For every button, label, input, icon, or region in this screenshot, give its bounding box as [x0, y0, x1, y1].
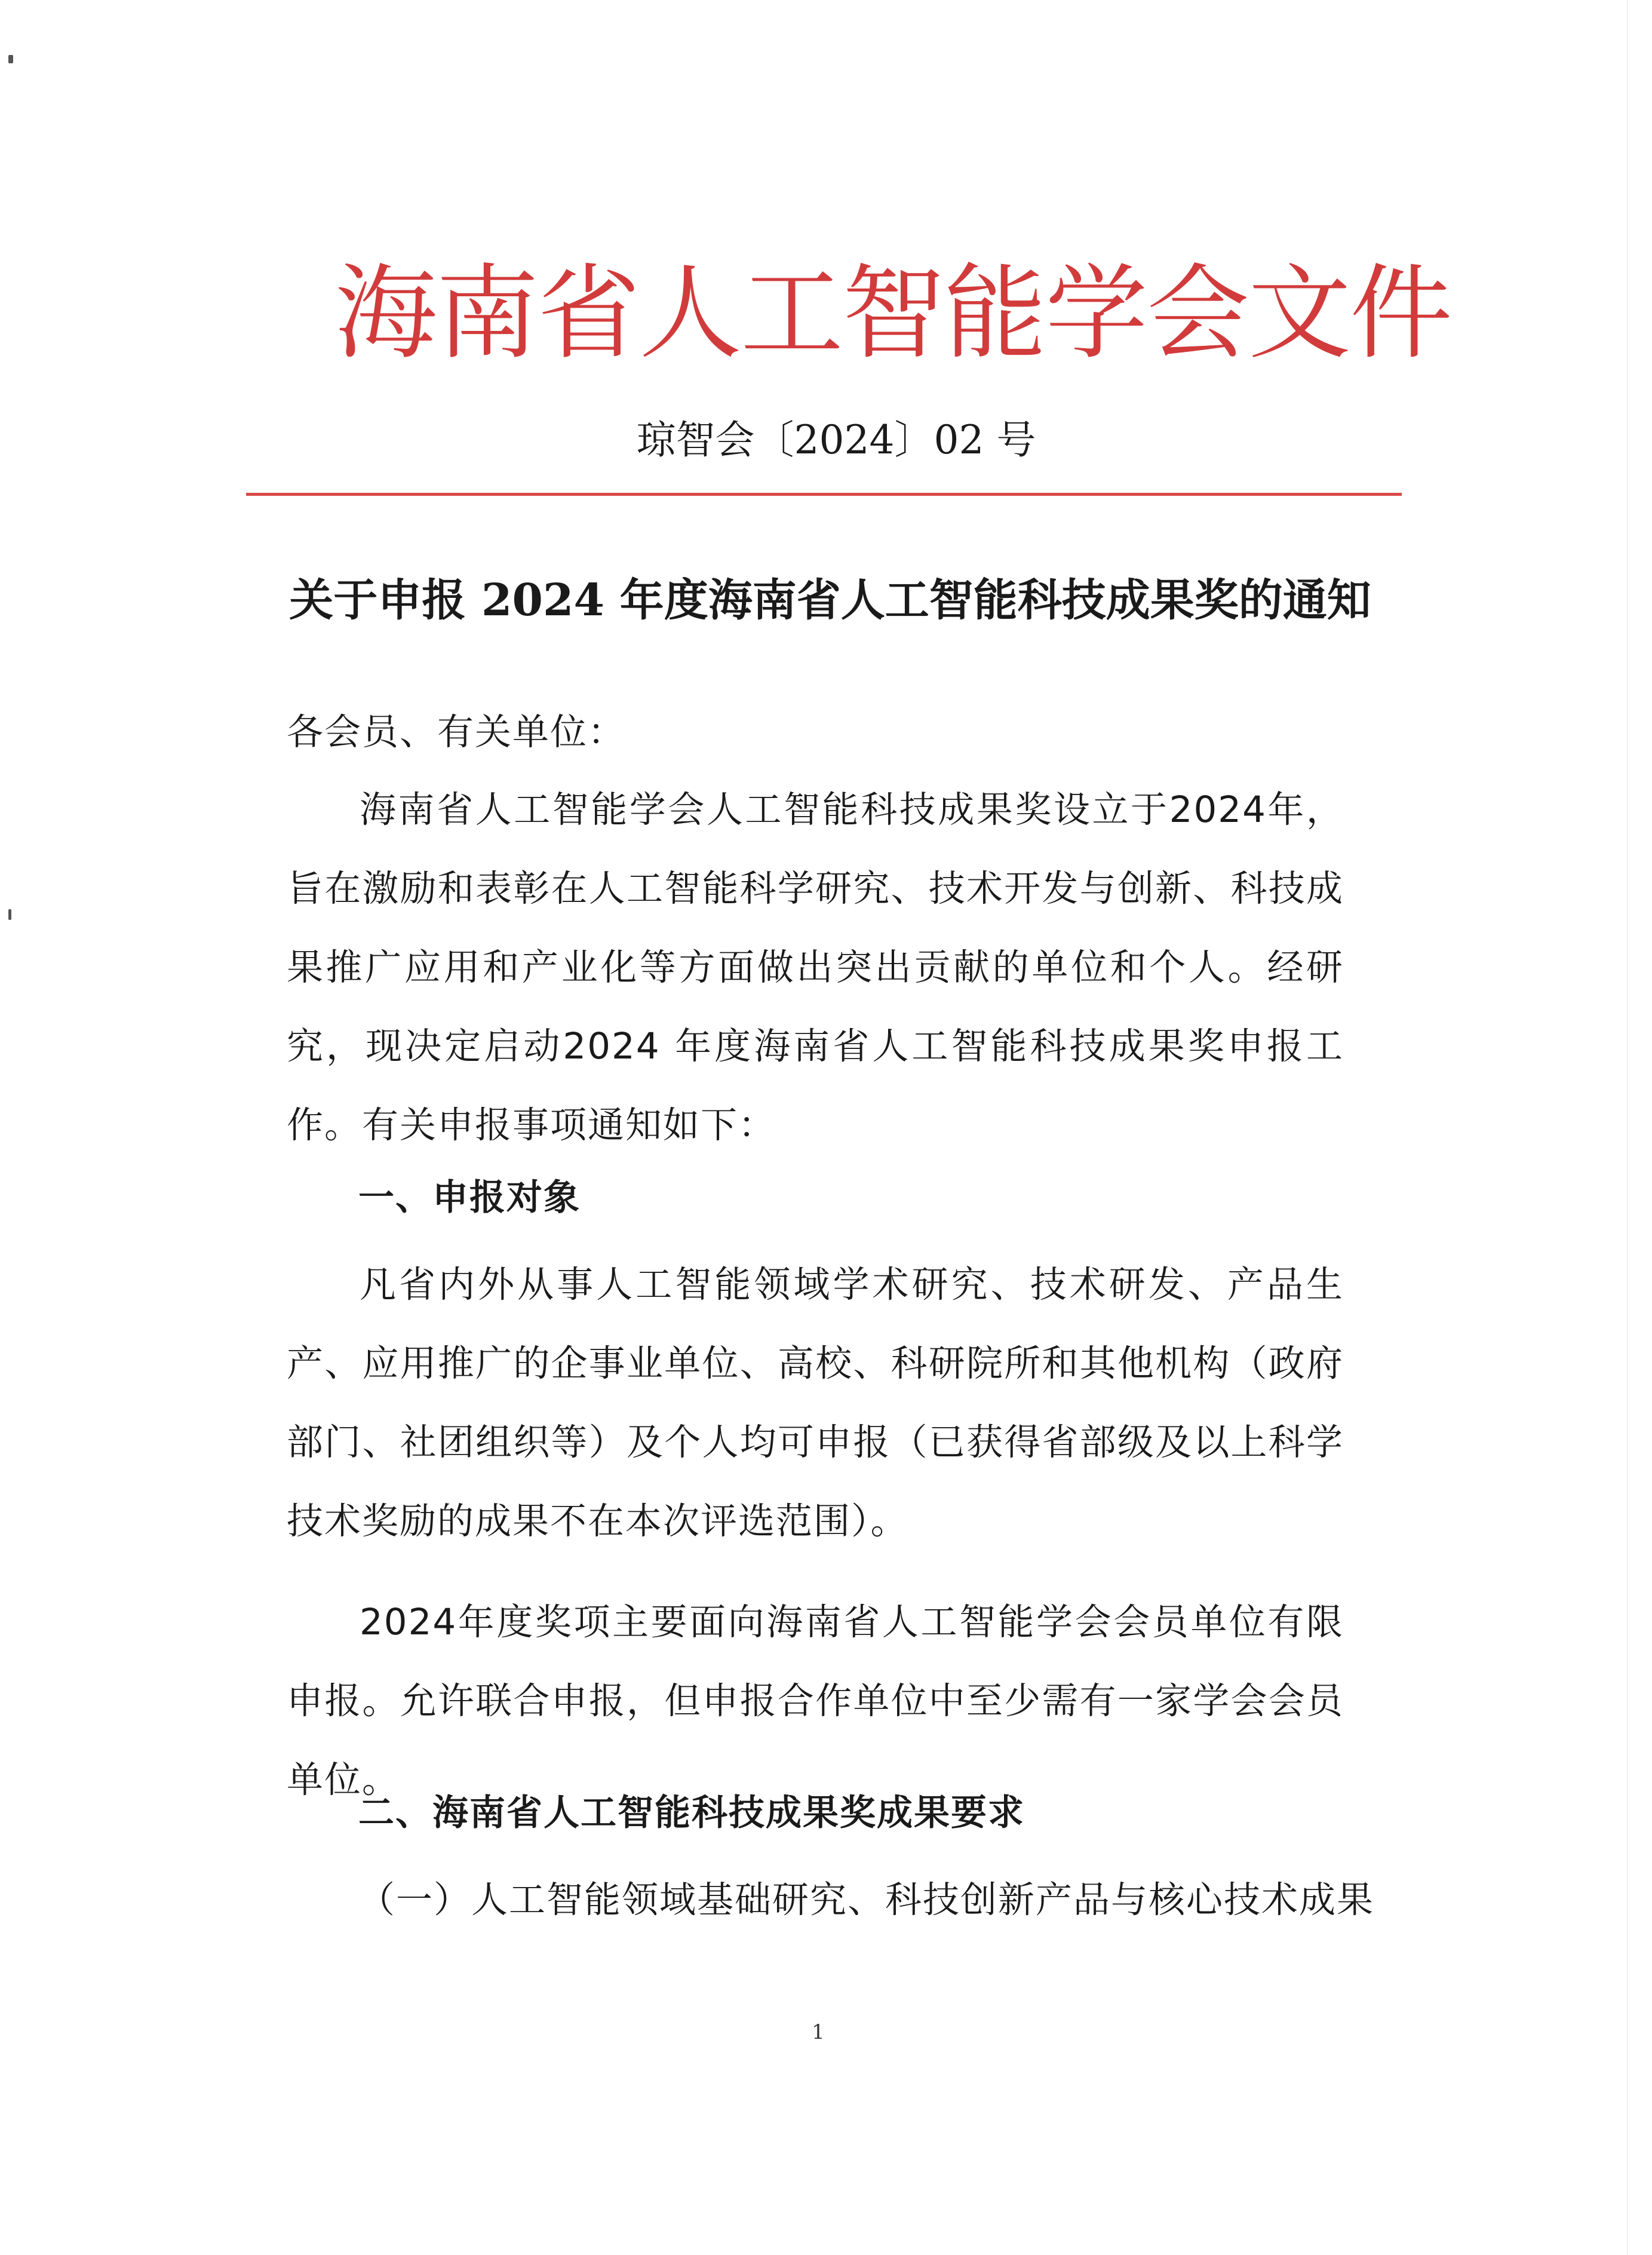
page-number: 1 [812, 2020, 825, 2044]
document-number: 琼智会〔2024〕02 号 [636, 417, 1036, 463]
intro-paragraph: 海南省人工智能学会人工智能科技成果奖设立于2024年，旨在激励和表彰在人工智能科学研究、技术开发与创新、科技成果推广应用和产业化等方面做出突出贡献的单位和个人。经研究，现决定启动2024 年度海南省人工智能科技成果奖申报工作。有关申报事项通知如下： [287, 789, 1344, 1146]
salutation: 各会员、有关单位： [287, 711, 626, 753]
section-1-paragraph-2: 2024年度奖项主要面向海南省人工智能学会会员单位有限申报。允许联合申报，但申报合作单位中至少需有一家学会会员单位。 [287, 1601, 1344, 1801]
section-2-subheading: （一）人工智能领域基础研究、科技创新产品与核心技术成果 [358, 1879, 1375, 1921]
masthead-title: 海南省人工智能学会文件 [334, 253, 1451, 373]
scan-edge-line [1627, 0, 1628, 2255]
section-heading-1: 一、申报对象 [358, 1177, 581, 1219]
scan-artifact-mark [8, 55, 13, 63]
red-separator-rule [246, 493, 1402, 496]
notice-title: 关于申报 2024 年度海南省人工智能科技成果奖的通知 [289, 575, 1371, 626]
scan-artifact-mark [8, 909, 11, 920]
section-1-paragraph-1: 凡省内外从事人工智能领域学术研究、技术研发、产品生产、应用推广的企事业单位、高校、科研院所和其他机构（政府部门、社团组织等）及个人均可申报（已获得省部级及以上科学技术奖励的成果不在本次评选范围）。 [287, 1263, 1344, 1542]
section-heading-2: 二、海南省人工智能科技成果奖成果要求 [358, 1792, 1025, 1834]
